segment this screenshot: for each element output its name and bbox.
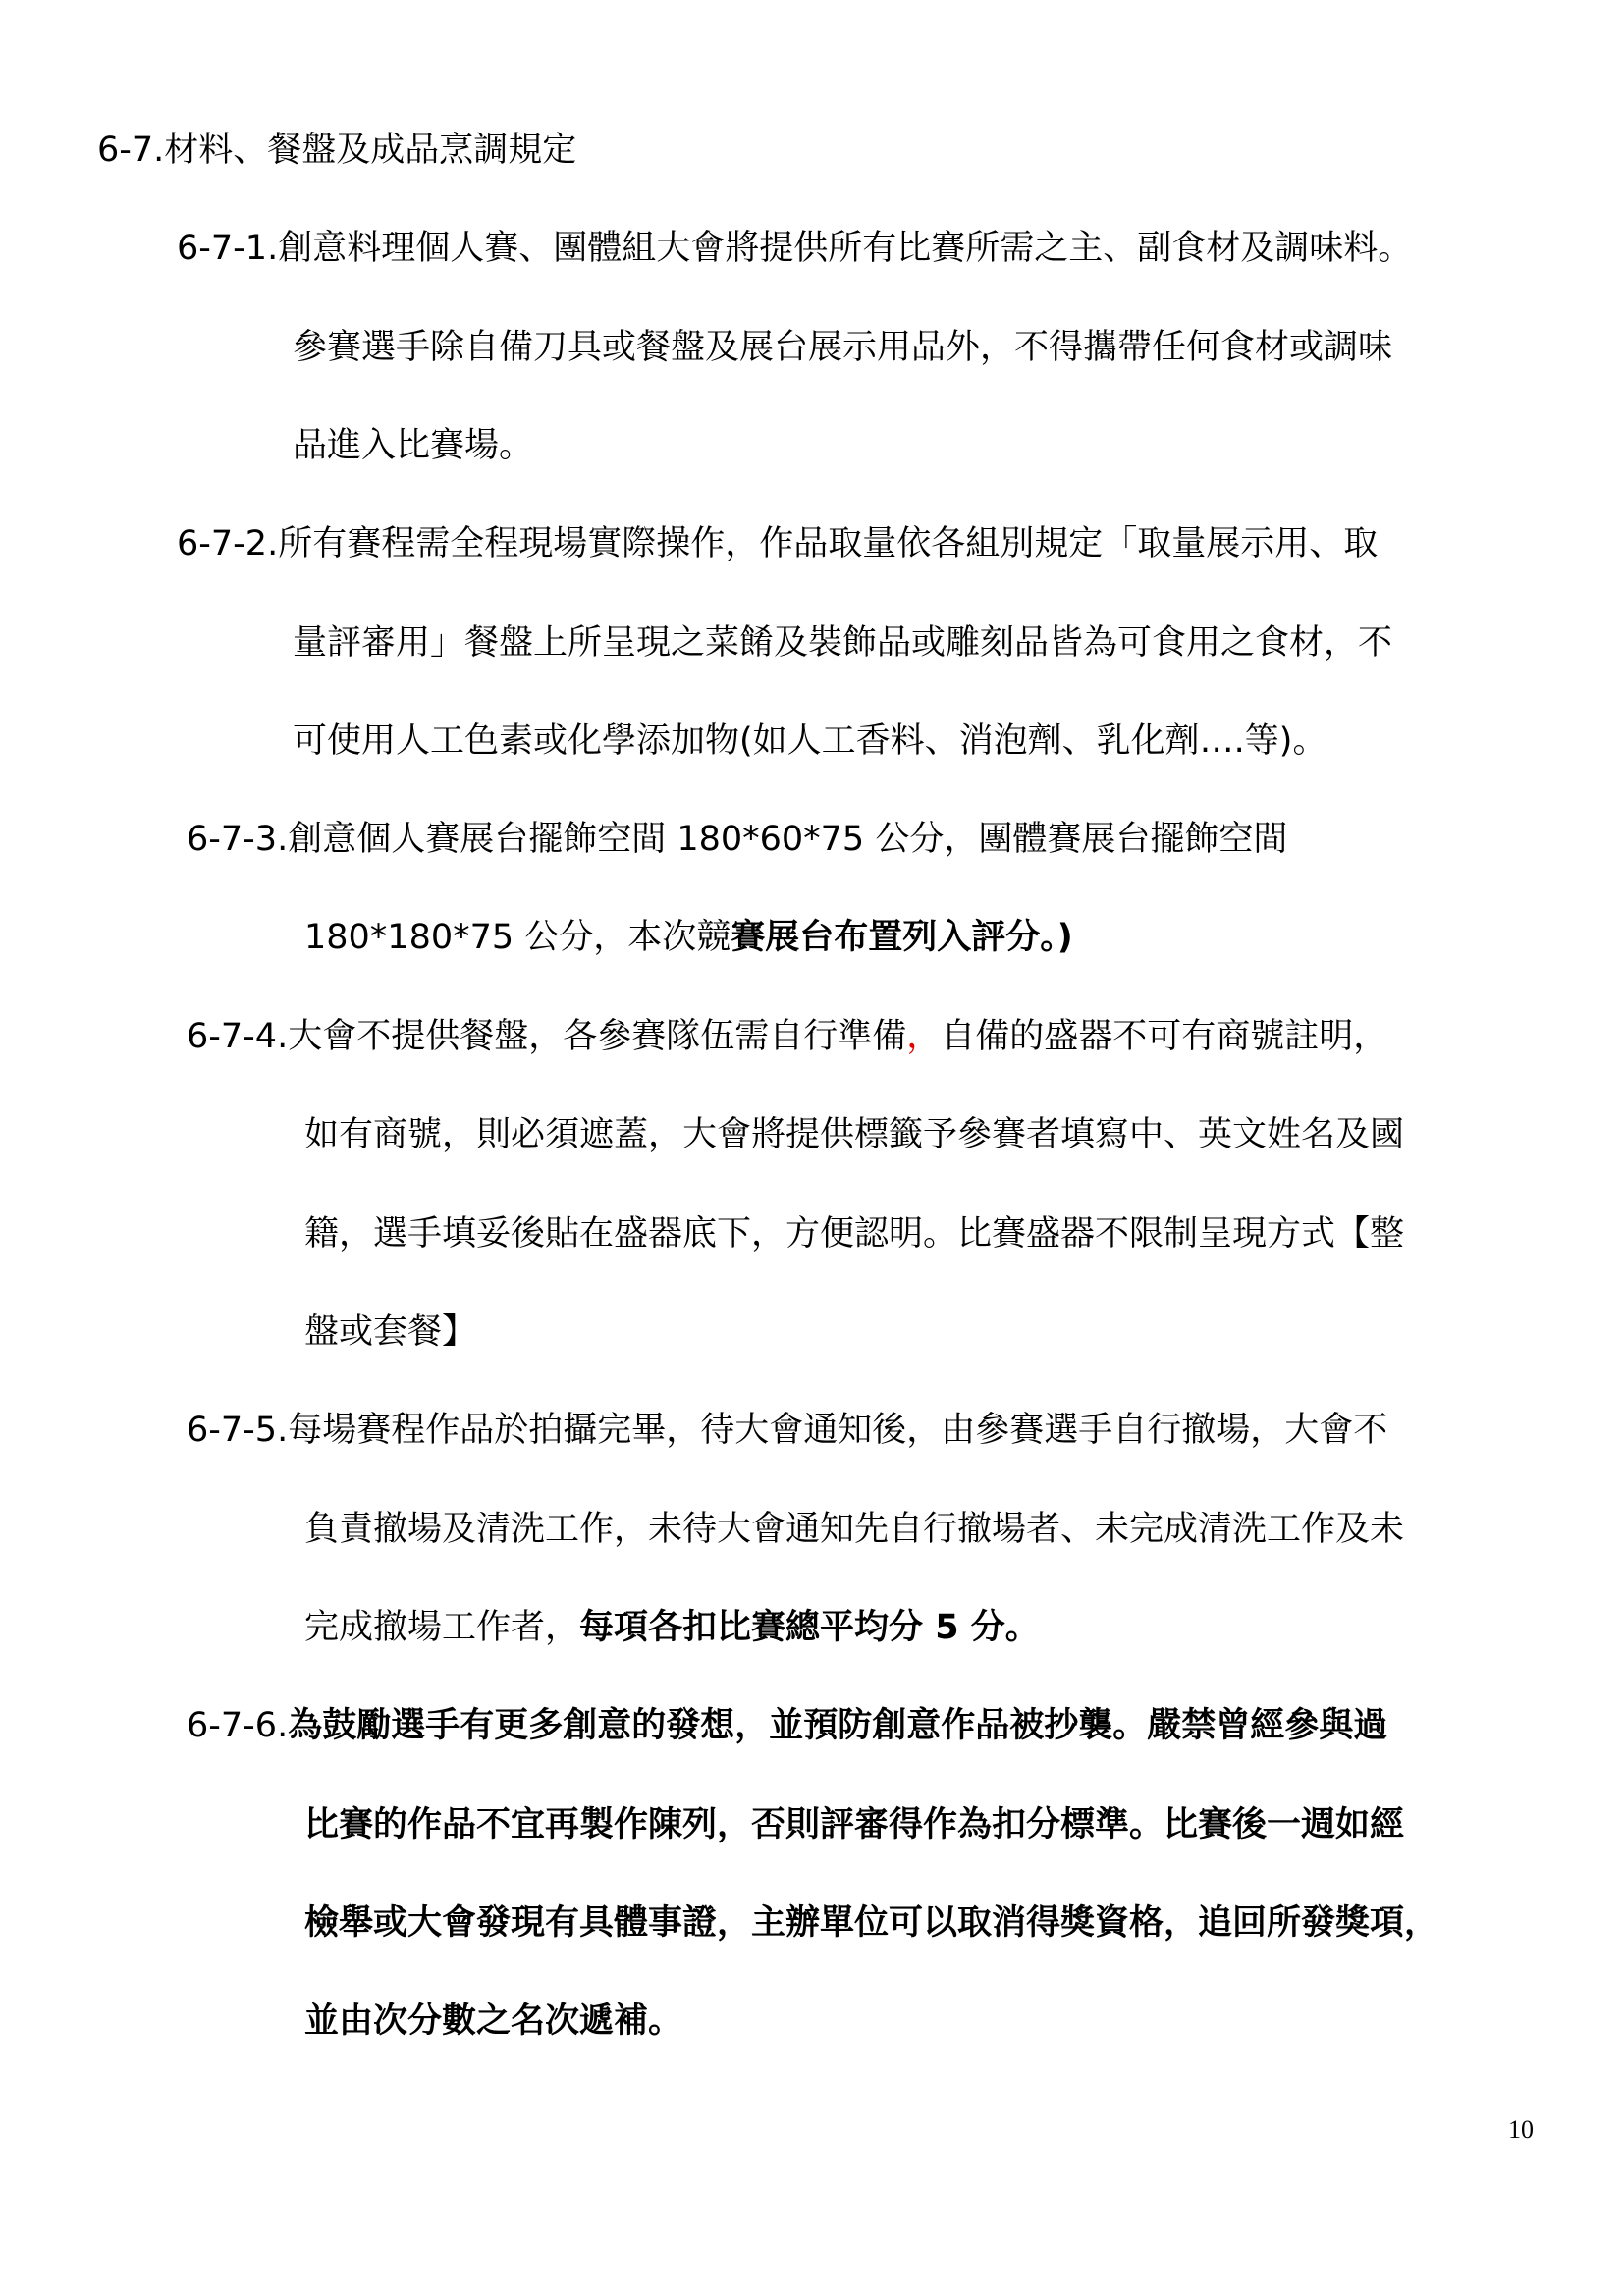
item-6-7-5-line-1: 6-7-5.每場賽程作品於拍攝完畢，待大會通知後，由參賽選手自行撤場，大會不 (187, 1411, 1388, 1450)
item-6-7-4-line-3: 籍，選手填妥後貼在盛器底下，方便認明。比賽盛器不限制呈現方式【整 (304, 1214, 1405, 1254)
item-6-7-1-line-1: 6-7-1.創意料理個人賽、團體組大會將提供所有比賽所需之主、副食材及調味料。 (177, 229, 1413, 268)
item-6-7-4-line-2: 如有商號，則必須遮蓋，大會將提供標籤予參賽者填寫中、英文姓名及國 (304, 1115, 1405, 1154)
item-6-7-5-line-3 (304, 1603, 1040, 1652)
item-6-7-3-line-1: 6-7-3.創意個人賽展台擺飾空間 180*60*75 公分，團體賽展台擺飾空間 (187, 820, 1288, 859)
item-6-7-4-line-1 (187, 1012, 1387, 1061)
item-6-7-6-line-2: 比賽的作品不宜再製作陳列，否則評審得作為扣分標準。比賽後一週如經 (304, 1805, 1405, 1844)
item-6-7-5-line-3-emphasis: 每項各扣比賽總平均分 5 分。 (579, 1608, 1040, 1647)
item-6-7-6-line-3: 檢舉或大會發現有具體事證，主辦單位可以取消得獎資格，追回所發獎項， (304, 1903, 1439, 1943)
item-6-7-4-red-comma: ， (906, 1017, 942, 1056)
item-6-7-1-line-2: 參賽選手除自備刀具或餐盤及展台展示用品外，不得攜帶任何食材或調味 (293, 328, 1393, 367)
item-6-7-5-line-2: 負責撤場及清洗工作，未待大會通知先自行撤場者、未完成清洗工作及未 (304, 1510, 1405, 1549)
item-6-7-3-line-2 (304, 913, 1073, 962)
item-6-7-1-line-3: 品進入比賽場。 (293, 426, 534, 465)
item-6-7-5-line-3-text: 完成撤場工作者， (304, 1608, 580, 1647)
item-6-7-4-line-1-text-b: 自備的盛器不可有商號註明， (941, 1017, 1388, 1056)
item-6-7-2-line-1: 6-7-2.所有賽程需全程現場實際操作，作品取量依各組別規定「取量展示用、取 (177, 524, 1379, 563)
item-6-7-6-line-4: 並由次分數之名次遞補。 (304, 2002, 683, 2041)
item-6-7-6-line-1-emphasis: 為鼓勵選手有更多創意的發想，並預防創意作品被抄襲。嚴禁曾經參與過 (288, 1706, 1388, 1745)
item-6-7-2-line-3: 可使用人工色素或化學添加物(如人工香料、消泡劑、乳化劑….等)。 (293, 721, 1327, 761)
item-6-7-3-line-2-text: 180*180*75 公分，本次競 (304, 918, 731, 957)
item-6-7-4-line-1-text-a: 6-7-4.大會不提供餐盤，各參賽隊伍需自行準備 (187, 1017, 907, 1056)
item-6-7-4-line-4: 盤或套餐】 (304, 1312, 477, 1352)
section-heading: 6-7.材料、餐盤及成品烹調規定 (97, 131, 577, 170)
item-6-7-6-number: 6-7-6. (187, 1706, 289, 1745)
page-number: 10 (1508, 2115, 1534, 2144)
item-6-7-3-line-2-emphasis: 賽展台布置列入評分。) (731, 918, 1073, 957)
item-6-7-2-line-2: 量評審用」餐盤上所呈現之菜餚及裝飾品或雕刻品皆為可食用之食材，不 (293, 623, 1393, 663)
item-6-7-6-line-1 (187, 1701, 1387, 1750)
